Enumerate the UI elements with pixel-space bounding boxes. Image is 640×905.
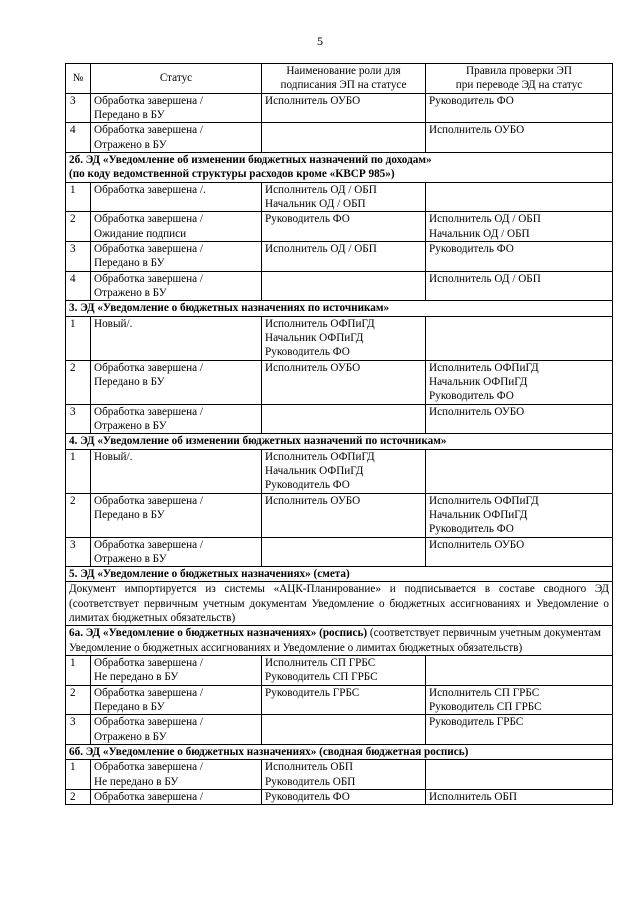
table-row xyxy=(66,123,613,153)
row-status: Обработка завершена / Отражено в БУ xyxy=(91,537,262,567)
section-heading-row xyxy=(66,152,613,182)
table-row xyxy=(66,241,613,271)
row-rules: Исполнитель СП ГРБС Руководитель СП ГРБС xyxy=(426,685,613,715)
header-role: Наименование роли для подписания ЭП на статусе xyxy=(262,64,426,94)
row-status: Обработка завершена / Передано в БУ xyxy=(91,93,262,123)
row-rules: Исполнитель ОУБО xyxy=(426,537,613,567)
section-heading-row xyxy=(66,434,613,449)
row-status: Обработка завершена / Не передано в БУ xyxy=(91,760,262,790)
section-2b-title: 2б. ЭД «Уведомление об изменении бюджетных назначений по доходам» (по коду ведомственной структуры расходов кроме «КВСР 985») xyxy=(66,152,613,182)
table-row xyxy=(66,316,613,360)
row-status: Обработка завершена /. xyxy=(91,182,262,212)
table-row xyxy=(66,271,613,301)
row-role: Руководитель ГРБС xyxy=(262,685,426,715)
row-role: Исполнитель ОФПиГД Начальник ОФПиГД Руководитель ФО xyxy=(262,316,426,360)
row-status: Обработка завершена / xyxy=(91,790,262,805)
row-num: 3 xyxy=(66,715,91,745)
row-role xyxy=(262,715,426,745)
row-status: Новый/. xyxy=(91,449,262,493)
table-row xyxy=(66,715,613,745)
row-role: Исполнитель ОД / ОБП xyxy=(262,241,426,271)
table-row xyxy=(66,404,613,434)
row-rules: Исполнитель ОФПиГД Начальник ОФПиГД Руководитель ФО xyxy=(426,493,613,537)
row-status: Обработка завершена / Ожидание подписи xyxy=(91,212,262,242)
row-num: 3 xyxy=(66,241,91,271)
row-rules: Исполнитель ОУБО xyxy=(426,404,613,434)
row-rules xyxy=(426,182,613,212)
row-num: 4 xyxy=(66,123,91,153)
row-num: 3 xyxy=(66,404,91,434)
row-rules: Исполнитель ОУБО xyxy=(426,123,613,153)
row-role xyxy=(262,123,426,153)
row-num: 1 xyxy=(66,316,91,360)
table-row xyxy=(66,449,613,493)
row-num: 3 xyxy=(66,93,91,123)
table-row xyxy=(66,656,613,686)
row-num: 3 xyxy=(66,537,91,567)
row-num: 1 xyxy=(66,656,91,686)
row-rules: Руководитель ФО xyxy=(426,241,613,271)
row-role: Исполнитель ОБП Руководитель ОБП xyxy=(262,760,426,790)
section-6a-title-note: (соответствует первичным учетным документам Уведомление о бюджетных ассигнованиях и Уведомление о лимитах бюджетных обязательств) xyxy=(69,627,601,654)
table-row xyxy=(66,790,613,805)
section-heading-row xyxy=(66,301,613,316)
row-status: Обработка завершена / Передано в БУ xyxy=(91,241,262,271)
page-number: 5 xyxy=(317,34,323,48)
row-num: 2 xyxy=(66,790,91,805)
table-row xyxy=(66,212,613,242)
table-row xyxy=(66,493,613,537)
row-num: 1 xyxy=(66,760,91,790)
row-status: Обработка завершена / Передано в БУ xyxy=(91,685,262,715)
section-3-title: 3. ЭД «Уведомление о бюджетных назначениях по источникам» xyxy=(66,301,613,316)
row-status: Обработка завершена / Отражено в БУ xyxy=(91,123,262,153)
table-row xyxy=(66,760,613,790)
row-status: Обработка завершена / Не передано в БУ xyxy=(91,656,262,686)
approval-rules-table xyxy=(65,63,613,805)
row-rules: Руководитель ГРБС xyxy=(426,715,613,745)
row-rules: Исполнитель ОФПиГД Начальник ОФПиГД Руководитель ФО xyxy=(426,360,613,404)
table-row xyxy=(66,360,613,404)
row-role: Руководитель ФО xyxy=(262,212,426,242)
row-role: Исполнитель ОФПиГД Начальник ОФПиГД Руководитель ФО xyxy=(262,449,426,493)
row-role xyxy=(262,271,426,301)
row-status: Обработка завершена / Передано в БУ xyxy=(91,360,262,404)
row-rules: Исполнитель ОД / ОБП Начальник ОД / ОБП xyxy=(426,212,613,242)
row-rules xyxy=(426,449,613,493)
section-heading-row xyxy=(66,567,613,582)
row-role xyxy=(262,404,426,434)
row-rules: Исполнитель ОБП xyxy=(426,790,613,805)
table-row xyxy=(66,93,613,123)
section-5-text: Документ импортируется из системы «АЦК-Планирование» и подписывается в составе сводного ЭД (соответствует первичным учетным документам Уведомление о бюджетных ассигнованиях и Уведомление о лимитах бюджетных обязательств) xyxy=(66,582,613,626)
section-5-title: 5. ЭД «Уведомление о бюджетных назначениях» (смета) xyxy=(66,567,613,582)
row-role: Исполнитель ОУБО xyxy=(262,360,426,404)
section-6b-title: 6б. ЭД «Уведомление о бюджетных назначениях» (сводная бюджетная роспись) xyxy=(66,745,613,760)
section-6a-title-bold: 6а. ЭД «Уведомление о бюджетных назначениях» (роспись) xyxy=(69,627,368,640)
row-status: Обработка завершена / Передано в БУ xyxy=(91,493,262,537)
section-heading-row xyxy=(66,626,613,656)
header-rules: Правила проверки ЭП при переводе ЭД на статус xyxy=(426,64,613,94)
row-num: 2 xyxy=(66,685,91,715)
row-num: 2 xyxy=(66,360,91,404)
row-rules: Исполнитель ОД / ОБП xyxy=(426,271,613,301)
row-num: 2 xyxy=(66,212,91,242)
section-heading-row xyxy=(66,745,613,760)
row-status: Обработка завершена / Отражено в БУ xyxy=(91,404,262,434)
section-4-title: 4. ЭД «Уведомление об изменении бюджетных назначений по источникам» xyxy=(66,434,613,449)
row-rules xyxy=(426,760,613,790)
header-num: № xyxy=(66,64,91,94)
row-num: 2 xyxy=(66,493,91,537)
row-status: Новый/. xyxy=(91,316,262,360)
table-row xyxy=(66,182,613,212)
row-num: 4 xyxy=(66,271,91,301)
row-rules: Руководитель ФО xyxy=(426,93,613,123)
section-6a-title xyxy=(66,626,613,656)
row-status: Обработка завершена / Отражено в БУ xyxy=(91,271,262,301)
table-header-row xyxy=(66,64,613,94)
row-num: 1 xyxy=(66,182,91,212)
section-text-row xyxy=(66,582,613,626)
row-role: Исполнитель ОУБО xyxy=(262,93,426,123)
row-role: Исполнитель ОД / ОБП Начальник ОД / ОБП xyxy=(262,182,426,212)
row-role: Исполнитель СП ГРБС Руководитель СП ГРБС xyxy=(262,656,426,686)
table-row xyxy=(66,537,613,567)
row-role: Руководитель ФО xyxy=(262,790,426,805)
row-role xyxy=(262,537,426,567)
row-rules xyxy=(426,656,613,686)
row-status: Обработка завершена / Отражено в БУ xyxy=(91,715,262,745)
row-role: Исполнитель ОУБО xyxy=(262,493,426,537)
table-row xyxy=(66,685,613,715)
header-status: Статус xyxy=(91,64,262,94)
row-rules xyxy=(426,316,613,360)
row-num: 1 xyxy=(66,449,91,493)
